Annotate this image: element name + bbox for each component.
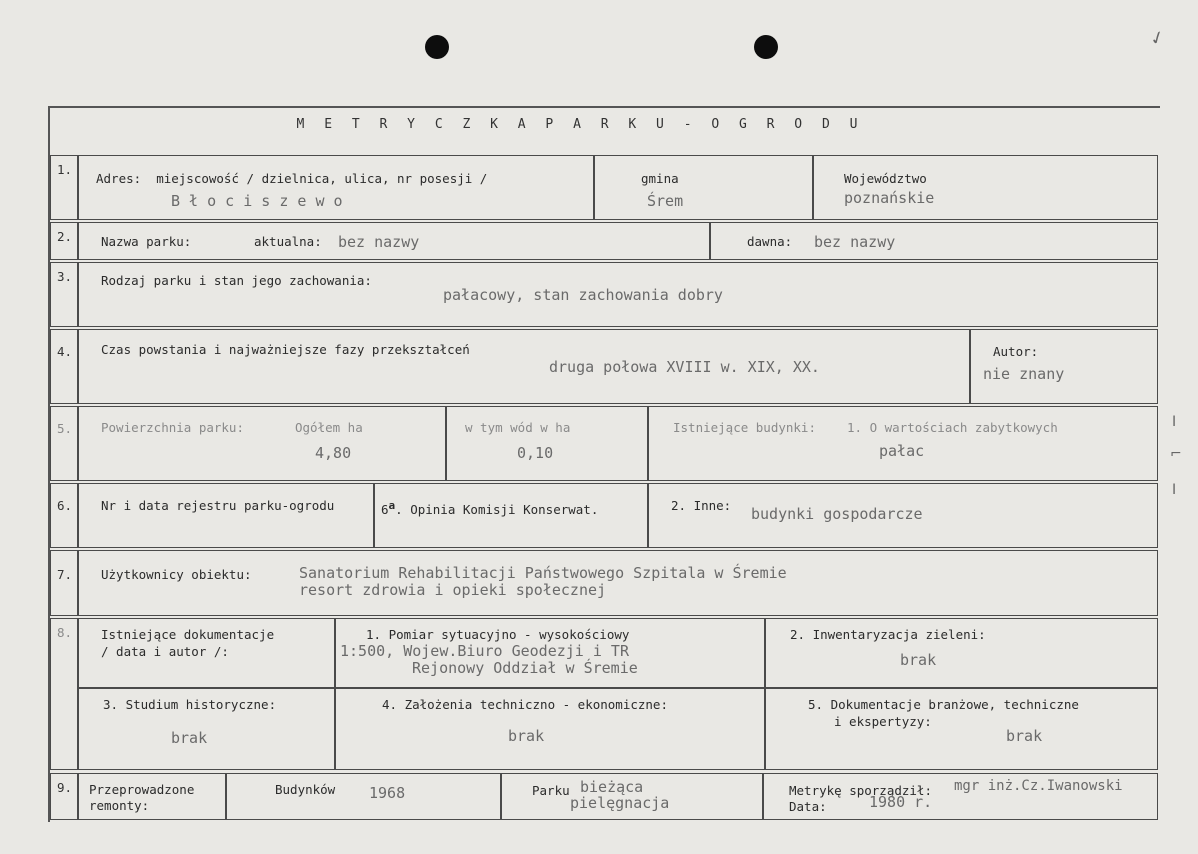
address-cell	[78, 155, 594, 220]
park-name-label: Nazwa parku:	[101, 234, 192, 249]
opinion-text: . Opinia Komisji Konserwat.	[395, 502, 599, 518]
buildings-renovation-value: 1968	[369, 784, 406, 802]
date-value: 1980 r.	[869, 793, 933, 811]
gmina-value: Śrem	[647, 192, 684, 210]
users-value-line2: resort zdrowia i opieki społecznej	[299, 581, 607, 599]
renovations-label-line2: remonty:	[89, 798, 150, 813]
greenery-inventory-value: brak	[900, 651, 937, 669]
row9-number: 9.	[57, 780, 73, 795]
row3-number: 3.	[57, 269, 73, 284]
users-value-line1: Sanatorium Rehabilitacji Państwowego Szpitala w Śremie	[299, 564, 787, 582]
total-area-value: 4,80	[315, 444, 352, 462]
greenery-inventory-label: 2. Inwentaryzacja zieleni:	[790, 627, 986, 642]
renovations-label-line1: Przeprowadzone	[89, 782, 195, 797]
buildings-renovation-cell	[226, 773, 501, 820]
monument-buildings-value: pałac	[879, 442, 925, 460]
row9-number-cell	[50, 773, 78, 820]
author-cell	[970, 329, 1158, 404]
history-phases-label: Czas powstania i najważniejsze fazy przekształceń	[101, 342, 470, 357]
water-area-label: w tym wód w ha	[465, 420, 571, 435]
park-type-value: pałacowy, stan zachowania dobry	[443, 286, 723, 304]
voivodeship-value: poznańskie	[844, 189, 935, 207]
former-name-cell	[710, 222, 1158, 260]
row6-number: 6.	[57, 498, 73, 513]
conservator-opinion-label	[381, 498, 598, 517]
register-label: Nr i data rejestru parku-ogrodu	[101, 498, 335, 513]
margin-mark-3: I	[1172, 482, 1177, 498]
park-renovation-value-line1: bieżąca	[580, 778, 644, 796]
margin-mark-1: I	[1172, 414, 1177, 430]
survey-value-line2: Rejonowy Oddział w Śremie	[412, 659, 638, 677]
row6-number-cell	[50, 483, 78, 548]
row3-number-cell	[50, 262, 78, 327]
form-title: M E T R Y C Z K A P A R K U - O G R O D U	[296, 117, 864, 132]
author-value: nie znany	[983, 365, 1065, 383]
park-area-label: Powierzchnia parku:	[101, 420, 244, 435]
park-renovation-label: Parku	[532, 783, 570, 798]
row2-number-cell	[50, 222, 78, 260]
users-cell	[78, 550, 1158, 616]
row5-number: 5.	[57, 421, 73, 436]
survey-value-line1: 1:500, Wojew.Biuro Geodezji i TR	[340, 642, 629, 660]
conservator-opinion-cell	[374, 483, 648, 548]
water-area-cell	[446, 406, 648, 481]
gmina-label: gmina	[641, 171, 679, 186]
park-renovation-value-line2: pielęgnacja	[570, 794, 670, 812]
row1-number-cell	[50, 155, 78, 220]
existing-docs-label-line2: / data i autor /:	[101, 644, 229, 659]
row4-number: 4.	[57, 344, 73, 359]
park-renovation-cell	[501, 773, 763, 820]
park-area-cell	[78, 406, 446, 481]
water-area-value: 0,10	[517, 444, 554, 462]
monument-buildings-label: 1. O wartościach zabytkowych	[847, 420, 1058, 435]
punch-hole-left	[425, 35, 449, 59]
other-buildings-cell	[648, 483, 1158, 548]
former-name-label: dawna:	[747, 234, 793, 249]
row7-number-cell	[50, 550, 78, 616]
buildings-renovation-label: Budynków	[275, 782, 336, 797]
check-mark: ✓	[1146, 26, 1169, 51]
prepared-by-cell	[763, 773, 1158, 820]
survey-cell	[335, 618, 765, 688]
technical-assumptions-cell	[335, 688, 765, 770]
prepared-by-value: mgr inż.Cz.Iwanowski	[954, 778, 1123, 794]
history-phases-cell	[78, 329, 970, 404]
row5-number-cell	[50, 406, 78, 481]
existing-docs-cell	[78, 618, 335, 688]
row8-number: 8.	[57, 625, 73, 640]
existing-docs-label-line1: Istniejące dokumentacje	[101, 627, 275, 642]
address-value: B ł o c i s z e w o	[171, 192, 343, 210]
prepared-by-label: Metrykę sporządził:	[789, 783, 932, 798]
row4-number-cell	[50, 329, 78, 404]
margin-mark-2: ⌐	[1170, 446, 1182, 462]
register-cell	[78, 483, 374, 548]
existing-buildings-label: Istniejące budynki:	[673, 420, 816, 435]
row7-number: 7.	[57, 567, 73, 582]
renovations-cell	[78, 773, 226, 820]
park-type-label: Rodzaj parku i stan jego zachowania:	[101, 273, 372, 288]
row2-number: 2.	[57, 229, 73, 244]
technical-assumptions-label: 4. Założenia techniczno - ekonomiczne:	[382, 697, 668, 712]
historical-study-cell	[78, 688, 335, 770]
voivodeship-label: Województwo	[844, 171, 927, 186]
monument-buildings-cell	[648, 406, 1158, 481]
opinion-superscript: a	[388, 499, 396, 512]
form-top-border	[48, 106, 1160, 108]
total-area-label: Ogółem ha	[295, 420, 363, 435]
historical-study-value: brak	[171, 729, 208, 747]
technical-assumptions-value: brak	[508, 727, 545, 745]
greenery-inventory-cell	[765, 618, 1158, 688]
current-name-label: aktualna:	[254, 234, 322, 249]
opinion-number: 6	[381, 502, 389, 518]
author-label: Autor:	[993, 344, 1039, 359]
other-buildings-label: 2. Inne:	[671, 498, 732, 513]
historical-study-label: 3. Studium historyczne:	[103, 697, 277, 712]
history-phases-value: druga połowa XVIII w. XIX, XX.	[549, 358, 820, 376]
industry-docs-cell	[765, 688, 1158, 770]
other-buildings-value: budynki gospodarcze	[751, 505, 923, 523]
industry-docs-value: brak	[1006, 727, 1043, 745]
industry-docs-label-line1: 5. Dokumentacje branżowe, techniczne	[808, 697, 1079, 712]
survey-label: 1. Pomiar sytuacyjno - wysokościowy	[366, 627, 630, 642]
park-name-cell	[78, 222, 710, 260]
current-name-value: bez nazwy	[338, 233, 420, 251]
punch-hole-right	[754, 35, 778, 59]
park-type-cell	[78, 262, 1158, 327]
row8-number-cell	[50, 618, 78, 770]
address-label: Adres: miejscowość / dzielnica, ulica, nr posesji /	[96, 171, 488, 186]
voivodeship-cell	[813, 155, 1158, 220]
industry-docs-label-line2: i ekspertyzy:	[834, 714, 932, 729]
row1-number: 1.	[57, 162, 73, 177]
former-name-value: bez nazwy	[814, 233, 896, 251]
users-label: Użytkownicy obiektu:	[101, 567, 252, 582]
gmina-cell	[594, 155, 813, 220]
date-label: Data:	[789, 799, 827, 814]
